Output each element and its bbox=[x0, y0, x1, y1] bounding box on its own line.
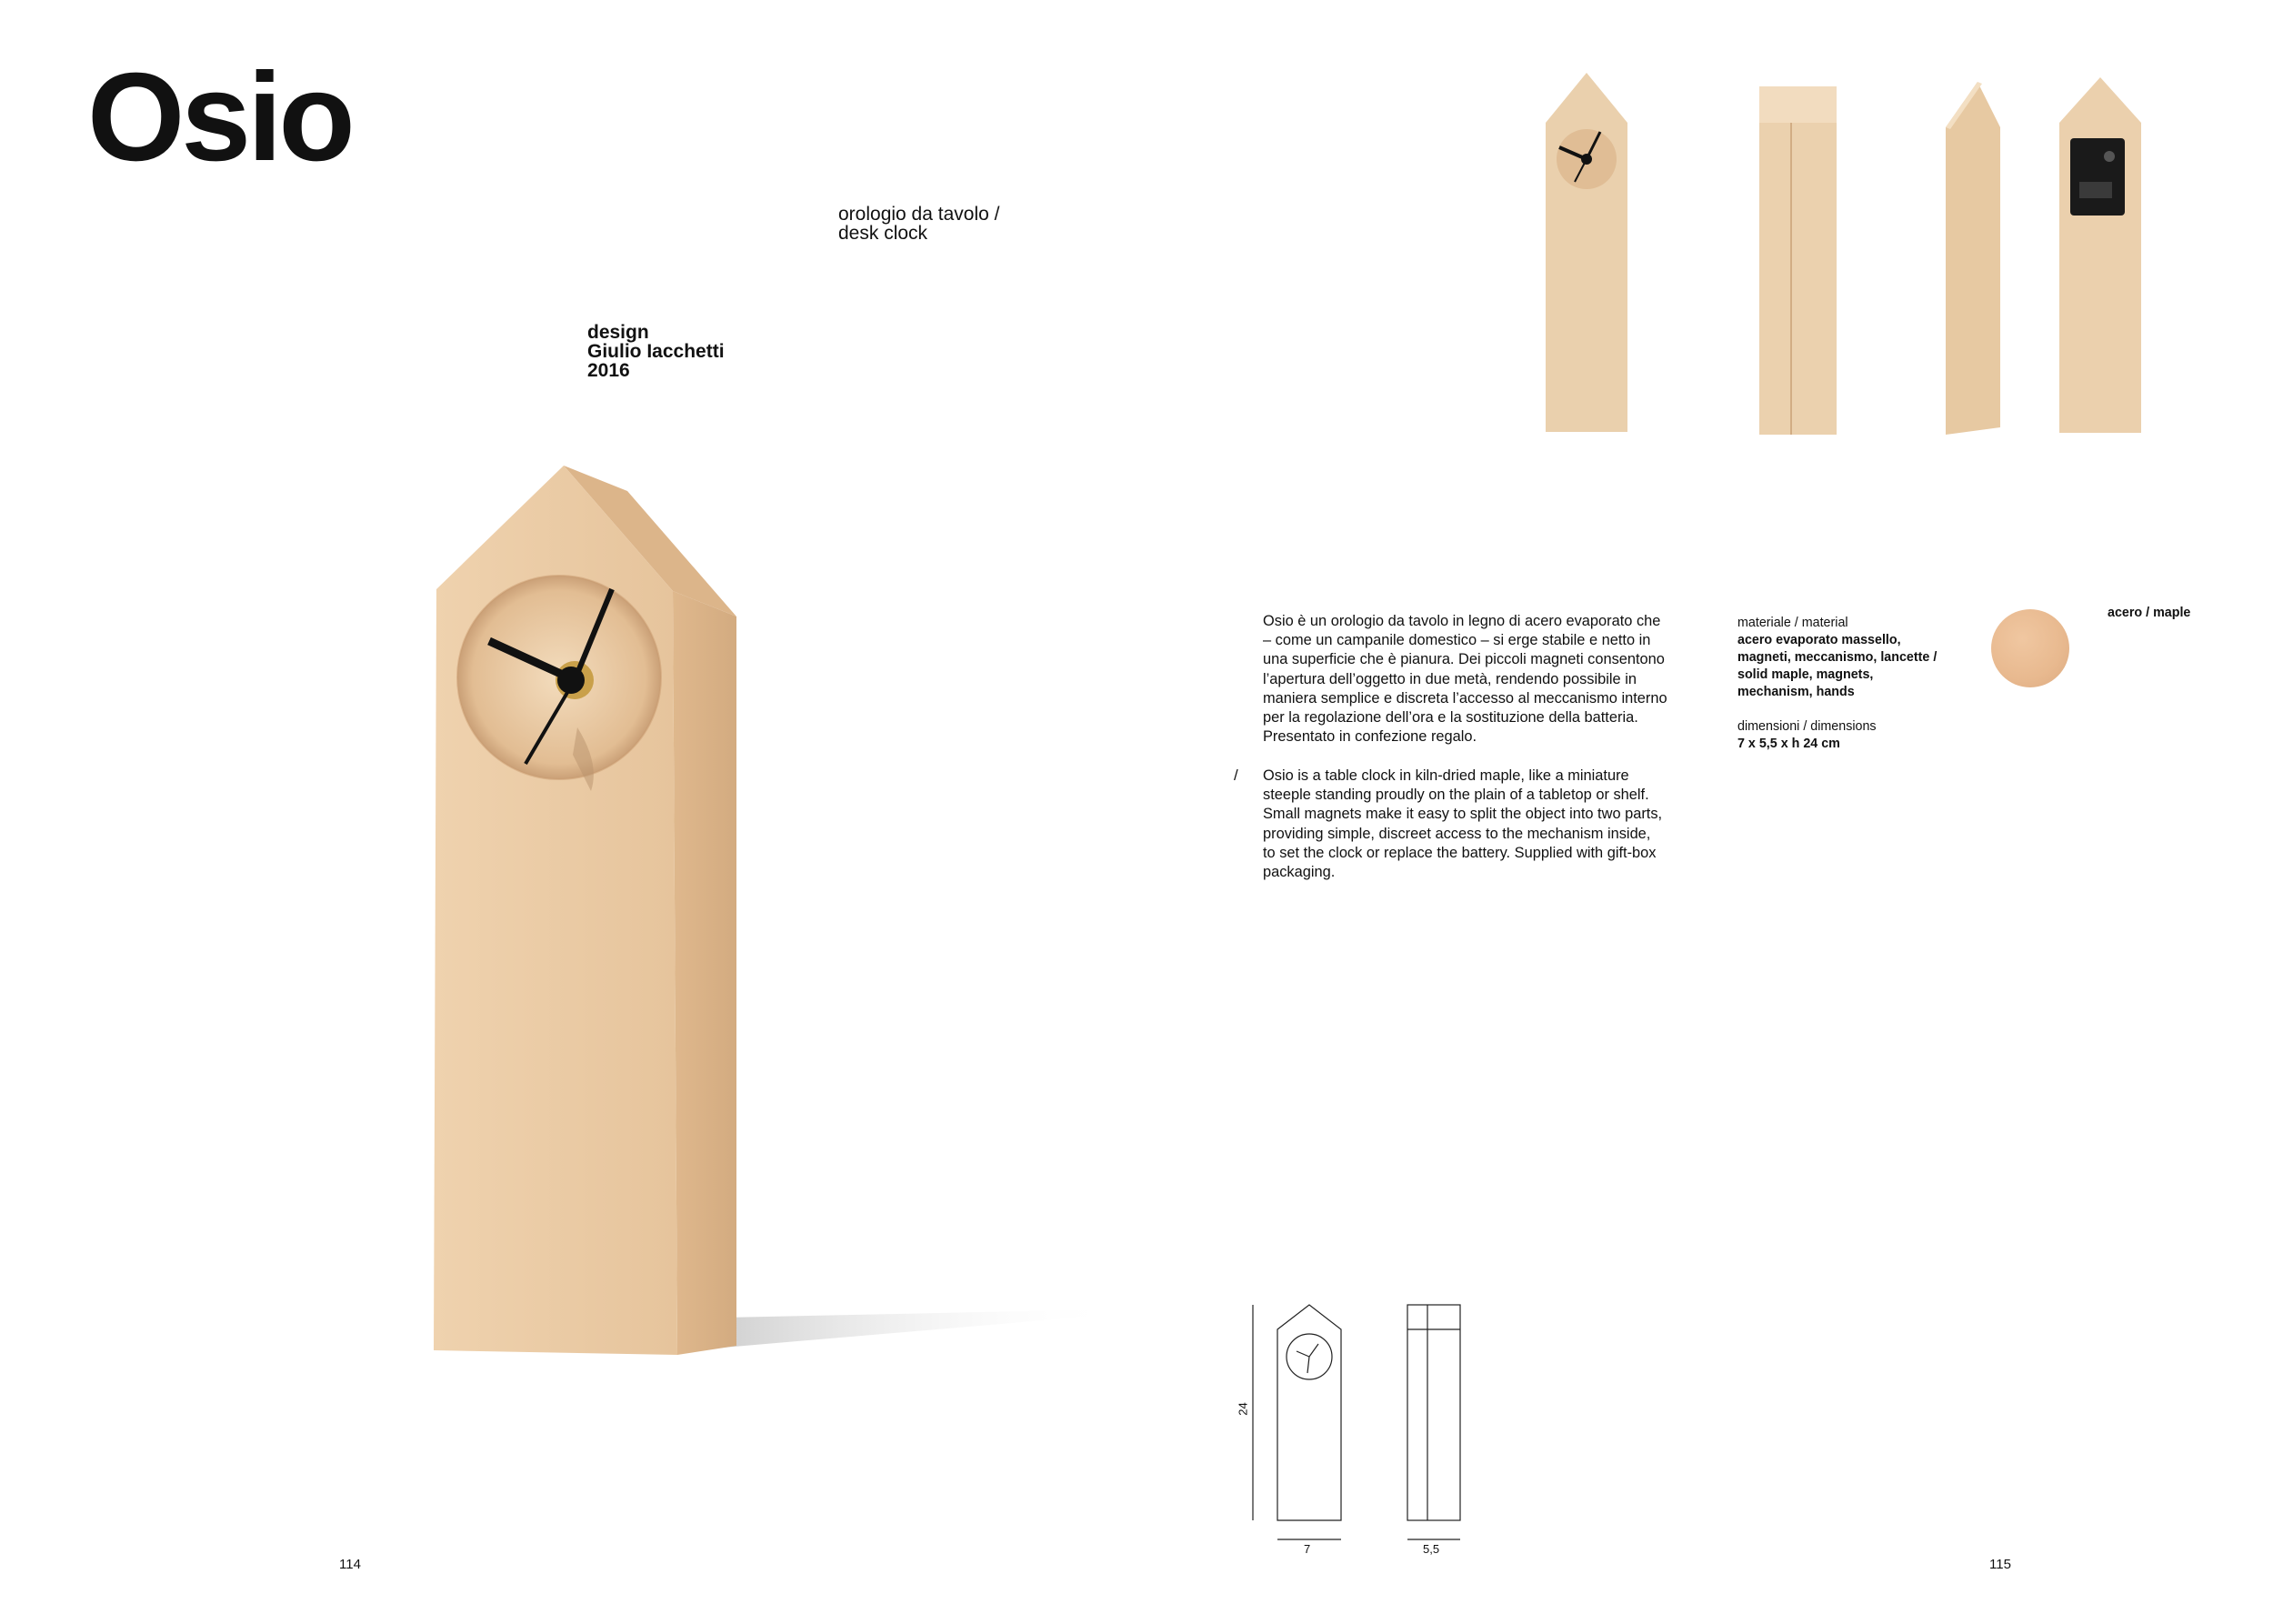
material-spec bbox=[1737, 615, 1956, 701]
subtitle-line-2: desk clock bbox=[838, 223, 928, 244]
design-year: 2016 bbox=[587, 360, 630, 381]
desc-it-line: per la regolazione dell’ora e la sostituzione della batteria. bbox=[1263, 709, 1638, 727]
material-value-line: magneti, meccanismo, lancette / bbox=[1737, 650, 1938, 665]
main-clock-photo bbox=[418, 455, 1127, 1364]
page-number-right: 115 bbox=[1989, 1557, 2011, 1572]
material-value-line: mechanism, hands bbox=[1737, 685, 1855, 699]
page-title: Osio bbox=[87, 47, 352, 187]
desc-it-line: Presentato in confezione regalo. bbox=[1263, 728, 1477, 746]
product-views bbox=[1537, 73, 2191, 436]
desc-en-line: packaging. bbox=[1263, 864, 1336, 881]
finish-label: acero / maple bbox=[2108, 606, 2191, 620]
drawing-width-label: 7 bbox=[1304, 1542, 1311, 1556]
material-value-line: acero evaporato massello, bbox=[1737, 633, 1901, 647]
front-view bbox=[1546, 73, 1627, 432]
desc-en-line: steeple standing proudly on the plain of a tabletop or shelf. bbox=[1263, 787, 1649, 804]
desc-en-line: to set the clock or replace the battery. Supplied with gift-box bbox=[1263, 844, 1657, 861]
drawing-depth-label: 5,5 bbox=[1423, 1542, 1440, 1556]
subtitle-line-1: orologio da tavolo / bbox=[838, 204, 1000, 225]
language-separator: / bbox=[1234, 767, 1238, 784]
desc-en-line: Small magnets make it easy to split the object into two parts, bbox=[1263, 806, 1663, 823]
open-mechanism-half bbox=[2059, 77, 2141, 433]
dimensions-value: 7 x 5,5 x h 24 cm bbox=[1737, 737, 1840, 751]
dimensions-spec bbox=[1737, 718, 1956, 753]
desc-it-line: Osio è un orologio da tavolo in legno di acero evaporato che bbox=[1263, 613, 1661, 629]
drawing-height-label: 24 bbox=[1236, 1402, 1250, 1416]
dimensions-label: dimensioni / dimensions bbox=[1737, 719, 1877, 734]
finish-swatch bbox=[1991, 609, 2069, 687]
technical-drawing bbox=[1227, 1300, 1482, 1564]
desc-it-line: maniera semplice e discreta l’accesso al meccanismo interno bbox=[1263, 689, 1667, 707]
product-category bbox=[838, 205, 999, 243]
desc-it-line: l’apertura dell’oggetto in due metà, rendendo possibile in bbox=[1263, 670, 1637, 687]
open-back-half bbox=[1946, 82, 2000, 435]
description-italian bbox=[1263, 612, 1690, 747]
desc-it-line: una superficie che è pianura. Dei piccoli magneti consentono bbox=[1263, 651, 1665, 668]
side-view bbox=[1759, 86, 1837, 435]
desc-en-line: providing simple, discreet access to the mechanism inside, bbox=[1263, 825, 1651, 842]
material-label: materiale / material bbox=[1737, 616, 1848, 630]
desc-it-line: – come un campanile domestico – si erge stabile e netto in bbox=[1263, 632, 1651, 649]
design-credit bbox=[587, 323, 725, 380]
design-label: design bbox=[587, 322, 649, 343]
material-value-line: solid maple, magnets, bbox=[1737, 667, 1874, 682]
page-number-left: 114 bbox=[339, 1557, 361, 1572]
desc-en-line: Osio is a table clock in kiln-dried maple, like a miniature bbox=[1263, 767, 1629, 784]
description-english bbox=[1263, 767, 1690, 882]
designer-name: Giulio Iacchetti bbox=[587, 341, 725, 362]
